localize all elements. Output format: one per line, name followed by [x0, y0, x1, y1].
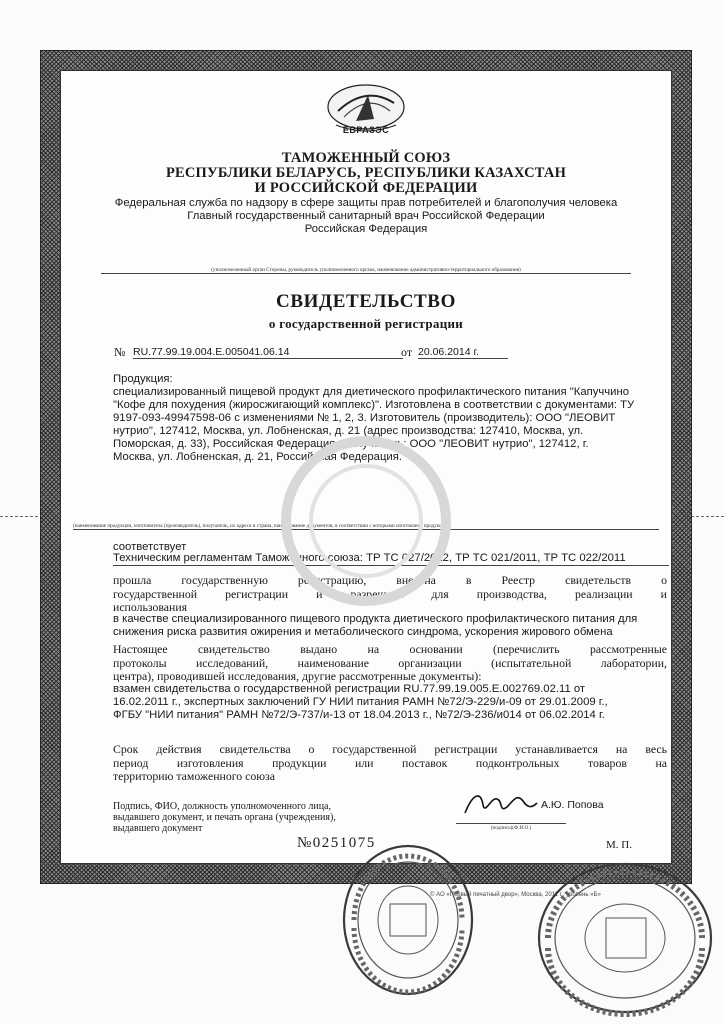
product-line: "Кофе для похудения (жиросжигающий комплекс)". Изготовлена в соответствии с документами: ТУ — [113, 399, 635, 411]
statement-line: прошла государственную регистрацию, внесена в Реестр свидетельств о — [113, 573, 667, 587]
signature-caption-line: выдавшего документ, и печать органа (учреждения), — [113, 812, 336, 823]
header-line-customs-union: ТАМОЖЕННЫЙ СОЮЗ — [281, 150, 451, 166]
logo-label: ЕВРАЗЭС — [342, 125, 390, 135]
header-line-doctor: Главный государственный санитарный врач Российской Федерации — [187, 210, 545, 222]
header-line-service: Федеральная служба по надзору в сфере защиты прав потребителей и благополучия человека — [114, 197, 618, 209]
printer-imprint: © АО «Первый печатный двор», Москва, 2011 г., уровень «Б» — [430, 892, 601, 898]
document-title: СВИДЕТЕЛЬСТВО — [276, 291, 456, 312]
compliance-text: Техническим регламентам Таможенного союза: ТР ТС 027/2012, ТР ТС 021/2011, ТР ТС 022/2011 — [113, 552, 669, 566]
signature-caption-line: Подпись, ФИО, должность уполномоченного лица, — [113, 801, 331, 812]
basis-doc-line: 16.02.2011 г., экспертных заключений ГУ НИИ питания РАМН №72/Э-229/и-09 от 29.01.2009 г., — [113, 696, 608, 708]
registration-date: 20.06.2014 г. — [418, 346, 508, 359]
certificate-body — [60, 70, 672, 864]
product-line: нутрио", 127412, Москва, ул. Лобненская, д. 21 (адрес производства: 127410, Москва, ул. — [113, 425, 584, 437]
watermark-seal-icon — [276, 431, 456, 611]
product-line: Москва, ул. Лобненская, д. 21, Российская Федерация. — [113, 451, 402, 463]
signature-line-caption: (подпись)(Ф.И.О.) — [456, 823, 566, 831]
validity-line: территорию таможенного союза — [113, 769, 275, 783]
basis-line: центра), проводившей исследования, другие рассмотренные документы): — [113, 669, 482, 683]
round-stamp-right-icon — [530, 858, 720, 1018]
statement-line: использования — [113, 600, 188, 614]
form-number: №0251075 — [297, 835, 376, 851]
header-line-federation: И РОССИЙСКОЙ ФЕДЕРАЦИИ — [254, 180, 478, 196]
validity-line: Срок действия свидетельства о государственной регистрации устанавливается на весь — [113, 742, 667, 756]
signature-caption-line: выдавшего документ — [113, 823, 203, 834]
basis-documents — [113, 683, 669, 722]
signatory-name: А.Ю. Попова — [541, 799, 604, 811]
basis-line: протоколы исследований, наименование организации (испытательной лаборатории, — [113, 655, 667, 670]
usage-line: в качестве специализированного пищевого продукта диетического профилактического питания для — [113, 613, 638, 625]
registration-number: RU.77.99.19.004.Е.005041.06.14 — [133, 346, 403, 359]
signature-caption — [113, 801, 336, 834]
basis-doc-line: взамен свидетельства о государственной регистрации RU.77.99.19.005.Е.002769.02.11 от — [113, 683, 586, 695]
usage-text — [113, 613, 669, 639]
round-stamp-left-icon — [338, 840, 478, 1000]
seal-placeholder: М. П. — [606, 839, 632, 851]
number-label: № — [114, 345, 126, 359]
header-line-republics: РЕСПУБЛИКИ БЕЛАРУСЬ, РЕСПУБЛИКИ КАЗАХСТАН — [165, 165, 567, 181]
date-label: от — [401, 345, 413, 359]
usage-line: снижения риска развития ожирения и метаболического синдрома, ускорения жирового обмена — [113, 626, 613, 638]
basis-doc-line: ФГБУ "НИИ питания" РАМН №72/Э-737/и-13 от 18.04.2013 г., №72/Э-236/и014 от 06.02.2014 г. — [113, 709, 605, 721]
header-caption: (уполномоченный орган Стороны, руководитель уполномоченного органа, наименование административно-территориального образования) — [101, 267, 631, 274]
product-line: 9197-093-49947598-06 с изменениями № 1, 2, 3. Изготовитель (производитель): ООО "ЛЕОВИТ — [113, 412, 616, 424]
basis-line: Настоящее свидетельство выдано на основании (перечислить рассмотренные — [113, 642, 667, 656]
product-label: Продукция: — [113, 373, 173, 385]
compliance-label: соответствует — [113, 541, 187, 553]
product-line: Поморская, д. 33), Российская Федерация. Получатель: ООО "ЛЕОВИТ нутрио", 127412, г. — [113, 438, 589, 450]
basis-statement — [113, 643, 667, 684]
document-subtitle: о государственной регистрации — [268, 316, 464, 331]
product-caption: (наименование продукции, изготовитель (производитель), получатель, их адреса и страна, наименование документов, в соответствии с которыми изготовлена продукция) — [73, 523, 659, 530]
handwritten-signature-icon — [461, 787, 541, 819]
header-line-country: Российская Федерация — [304, 223, 428, 235]
validity-line: период изготовления продукции или поставок подконтрольных товаров на — [113, 755, 667, 770]
product-line: специализированный пищевой продукт для диетического профилактического питания "Капуччино — [113, 386, 629, 398]
validity-statement — [113, 743, 667, 784]
statement-line: государственной регистрации и разрешена для производства, реализации и — [113, 586, 667, 601]
